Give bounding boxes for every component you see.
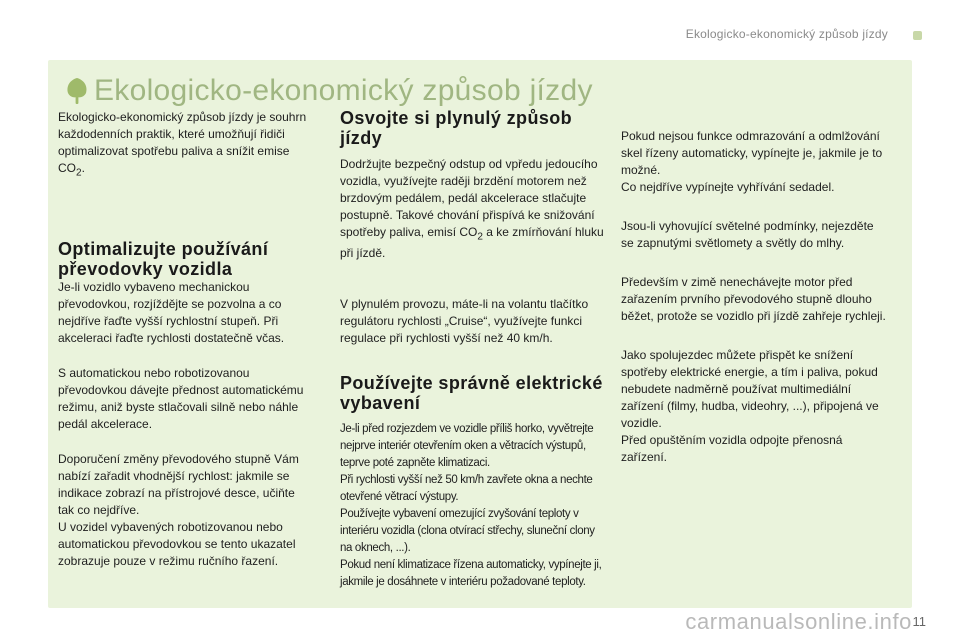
gearbox-paragraph-1: Je-li vozidlo vybaveno mechanickou převodovkou, rozjíždějte se pozvolna a co nejdříve řaďte vyšší rychlostní stupeň. Při akceleraci řaďte rychlosti dostatečně včas. bbox=[58, 280, 285, 346]
subscript: 2 bbox=[477, 231, 483, 243]
column-middle bbox=[340, 108, 608, 591]
corner-mark bbox=[913, 31, 922, 40]
title-row bbox=[64, 74, 593, 108]
leaf-icon bbox=[64, 76, 90, 106]
smooth-paragraph-2: V plynulém provozu, máte-li na volantu tlačítko regulátoru rychlosti „Cruise“, využívejte funkci regulace při rychlosti vyšší než 40 km/h. bbox=[340, 297, 589, 346]
gearbox-paragraph-2: S automatickou nebo robotizovanou převodovkou dávejte přednost automatickému režimu, aniž byste stlačovali silně nebo náhle pedál akcelerace. bbox=[58, 366, 304, 432]
equipment-paragraph-1: Je-li před rozjezdem ve vozidle příliš horko, vyvětrejte nejprve interiér otevřením oken a větracích výstupů, teprve poté zapněte klimatizaci. bbox=[340, 423, 594, 470]
watermark: carmanualsonline.info bbox=[685, 609, 912, 634]
gearbox-paragraph-4: U vozidel vybavených robotizovanou nebo automatickou převodovkou se tento ukazatel zobrazuje pouze v režimu ručního řazení. bbox=[58, 520, 296, 569]
equipment-paragraph-2: Při rychlosti vyšší než 50 km/h zavřete okna a nechte otevřené větrací výstupy. bbox=[340, 474, 593, 504]
heading-gearbox: Optimalizujte používání převodovky vozidla bbox=[58, 239, 269, 280]
smooth-paragraph-1: Dodržujte bezpečný odstup od vpředu jedoucího vozidla, využívejte raději brzdění motorem než brzdovým pedálem, pedál akcelerace stlačujte postupně. Takové chování přispívá ke snižování spotřeby paliva, emisí $CO_2$ a ke zmírňování hluku při jízdě. bbox=[340, 157, 604, 261]
page-title: Ekologicko-ekonomický způsob jízdy bbox=[94, 74, 593, 107]
column-right bbox=[621, 128, 889, 466]
equipment-paragraph-3: Používejte vybavení omezující zvyšování teploty v interiéru vozidla (clona otvírací střechy, sluneční clony na oknech, ...). bbox=[340, 508, 595, 555]
gearbox-paragraph-3: Doporučení změny převodového stupně Vám nabízí zařadit vhodnější rychlost: jakmile se indikace zobrazí na přístrojové desce, učiňte tak co nejdříve. bbox=[58, 452, 299, 518]
intro-paragraph: Ekologicko-ekonomický způsob jízdy je souhrn každodenních praktik, které umožňují řidiči optimalizovat spotřebu paliva a snížit emise $CO_2$. bbox=[58, 110, 307, 179]
right-paragraph-2: Jsou-li vyhovující světelné podmínky, nejezděte se zapnutými světlomety a světly do mlhy. bbox=[621, 219, 874, 250]
right-paragraph-4a: Jako spolujezdec můžete přispět ke snížení spotřeby elektrické energie, a tím i paliva, pokud nebudete nadměrně používat multimediální zařízení (filmy, hudba, videohry, ...), připojená ve vozidle. bbox=[621, 348, 879, 430]
column-left bbox=[58, 109, 310, 570]
right-paragraph-4b: Před opuštěním vozidla odpojte přenosná zařízení. bbox=[621, 433, 843, 464]
heading-electrical-equipment: Používejte správně elektrické vybavení bbox=[340, 373, 603, 414]
right-paragraph-3: Především v zimě nenechávejte motor před zařazením prvního převodového stupně dlouho běžet, protože se vozidlo při jízdě zahřeje rychleji. bbox=[621, 275, 886, 323]
subscript: 2 bbox=[76, 167, 82, 179]
heading-smooth-driving: Osvojte si plynulý způsob jízdy bbox=[340, 108, 573, 148]
right-paragraph-1b: Co nejdříve vypínejte vyhřívání sedadel. bbox=[621, 180, 835, 194]
page-number: 11 bbox=[912, 614, 926, 629]
right-paragraph-1a: Pokud nejsou funkce odmrazování a odmlžování skel řízeny automaticky, vypínejte je, jakmile je to možné. bbox=[621, 129, 883, 177]
running-header: Ekologicko-ekonomický způsob jízdy bbox=[685, 27, 888, 41]
equipment-paragraph-4: Pokud není klimatizace řízena automaticky, vypínejte ji, jakmile je dosáhnete v interiéru požadované teploty. bbox=[340, 559, 602, 589]
